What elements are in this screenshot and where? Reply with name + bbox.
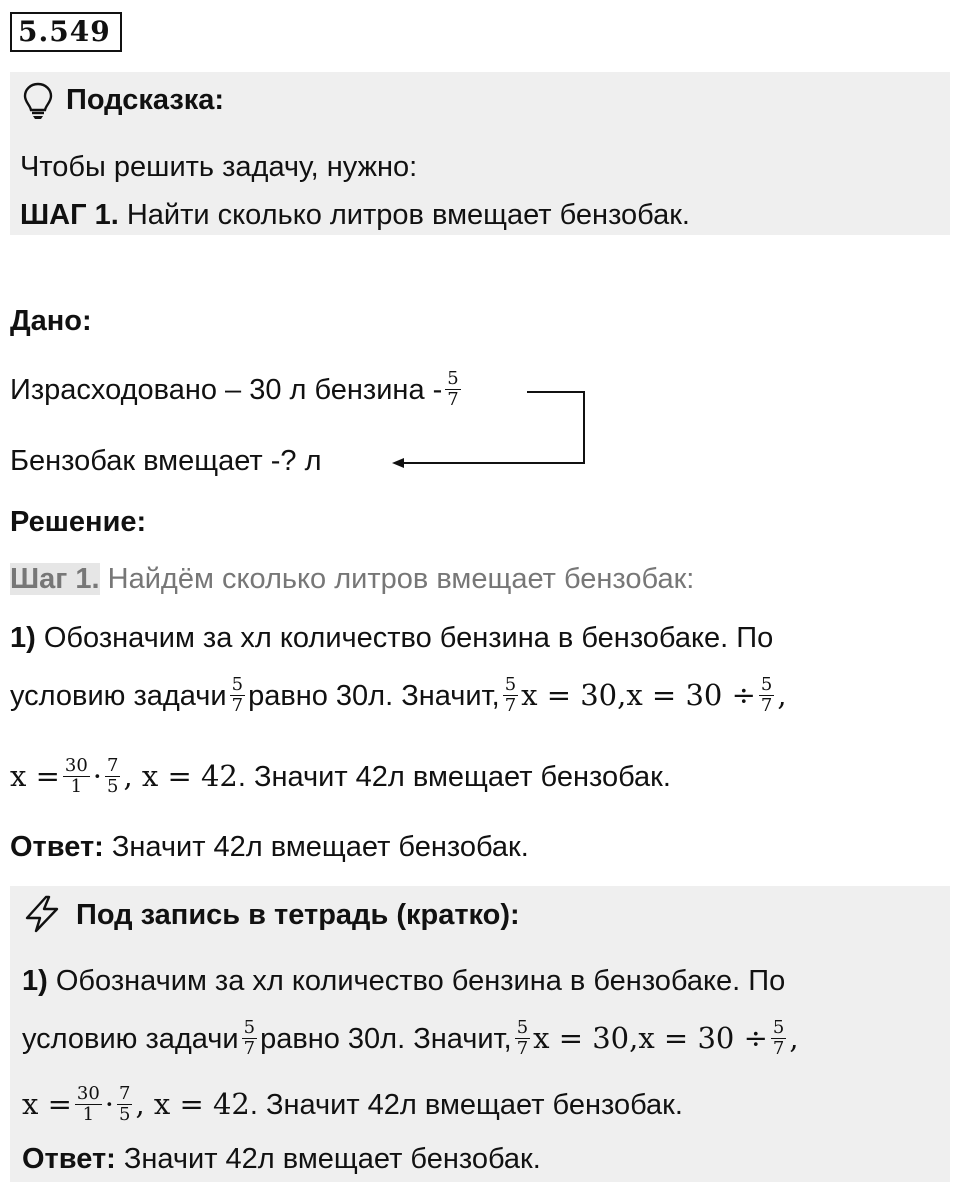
task-number: 5.549 <box>10 12 122 52</box>
notes-answer: Ответ: Значит 42л вмещает бензобак. <box>22 1143 541 1175</box>
solution-p3: x = $\frac{30}{1}$ · $\frac{7}{5}$ , x = 42. Значит 42л вмещает бензобак. <box>10 755 671 797</box>
given-line-1: Израсходовано – 30 л бензина - $\frac{5}{7}$ <box>10 368 459 410</box>
lightning-icon <box>22 894 62 934</box>
solution-answer: Ответ: Значит 42л вмещает бензобак. <box>10 831 529 863</box>
hint-step-label: ШАГ 1. <box>20 199 119 231</box>
notes-p1: 1) Обозначим за хл количество бензина в бензобаке. По <box>22 965 786 997</box>
notes-title: Под запись в тетрадь (кратко): <box>76 899 520 931</box>
solution-p1: 1) Обозначим за хл количество бензина в бензобаке. По <box>10 622 774 654</box>
notes-p2: условию задачи $\frac{5}{7}$ равно 30л. Значит, $\frac{5}{7}$ x = 30,x = 30 ÷ $\frac{5}{7}$ , <box>22 1017 799 1059</box>
notes-panel <box>10 886 950 1182</box>
solution-title: Решение: <box>10 506 147 538</box>
hint-step-text: Найти сколько литров вмещает бензобак. <box>126 199 690 231</box>
given-title: Дано: <box>10 305 92 337</box>
hint-intro: Чтобы решить задачу, нужно: <box>20 151 418 183</box>
notes-p3: x = $\frac{30}{1}$ · $\frac{7}{5}$ , x = 42. Значит 42л вмещает бензобак. <box>22 1083 683 1125</box>
given-line-2: Бензобак вмещает -? л <box>10 445 322 477</box>
hint-title: Подсказка: <box>66 84 225 116</box>
solution-step: Шаг 1. Найдём сколько литров вмещает бензобак: <box>10 563 695 595</box>
solution-p2: условию задачи $\frac{5}{7}$ равно 30л. Значит, $\frac{5}{7}$ x = 30,x = 30 ÷ $\frac{5}{7}$ , <box>10 674 787 716</box>
